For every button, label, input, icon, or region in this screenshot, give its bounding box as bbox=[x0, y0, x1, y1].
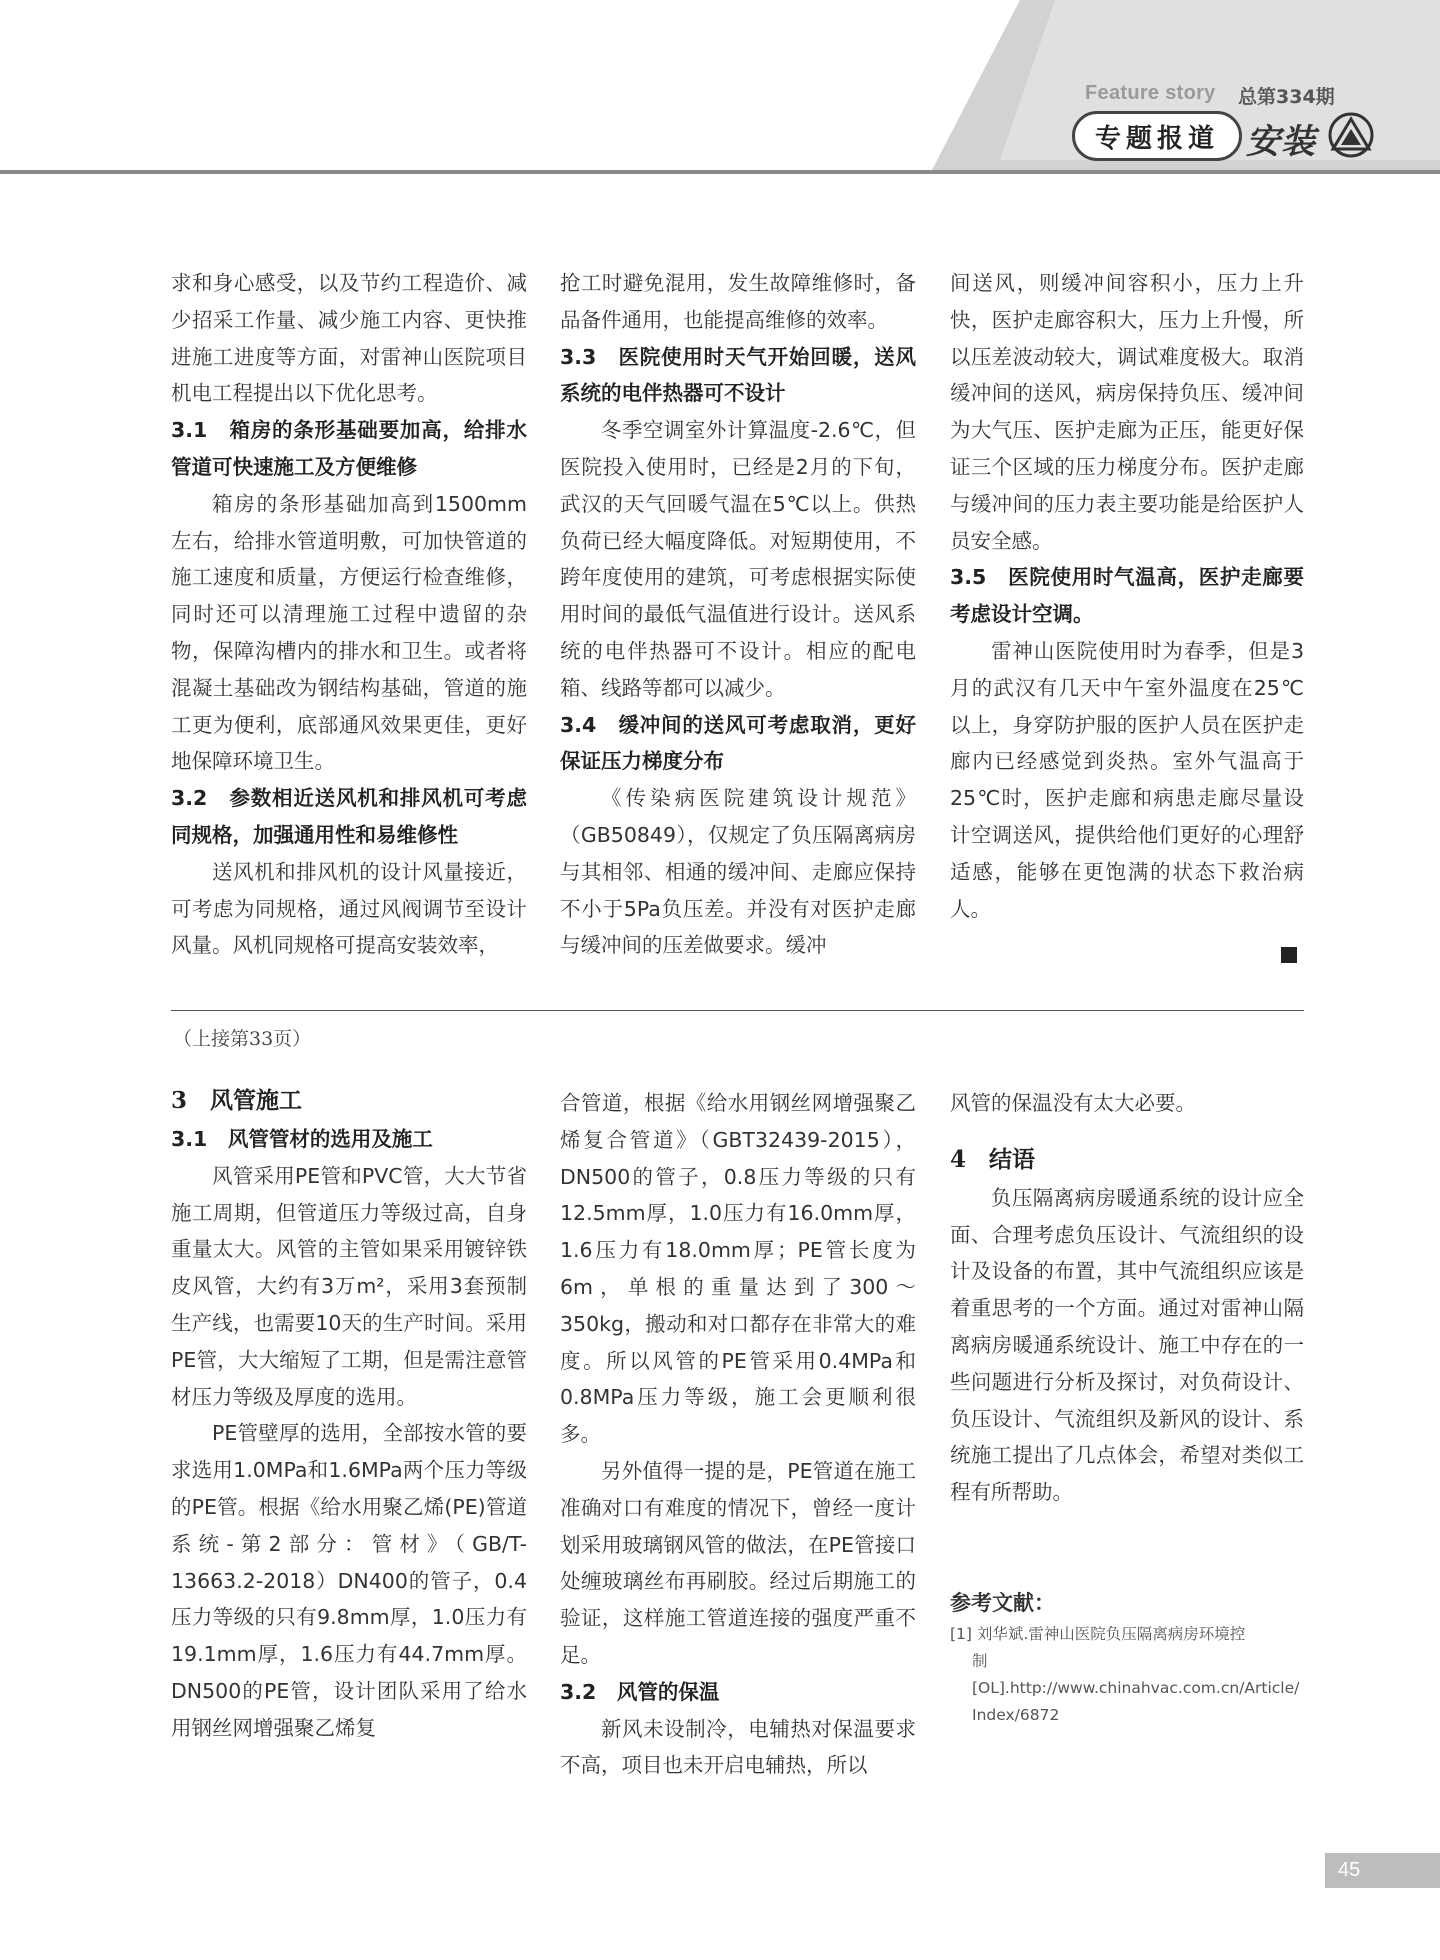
triangle-emblem-icon bbox=[1326, 112, 1376, 158]
section-heading-3-5: 3.5 医院使用时气温高，医护走廊要考虑设计空调。 bbox=[950, 565, 1304, 627]
section-heading-3-2: 3.2 参数相近送风机和排风机可考虑同规格，加强通用性和易维修性 bbox=[171, 786, 527, 847]
bottom-column-1 bbox=[171, 1077, 527, 1747]
paragraph: 风管的保温没有太大必要。 bbox=[950, 1091, 1196, 1115]
paragraph: 雷神山医院使用时为春季，但是3月的武汉有几天中午室外温度在25℃以上，身穿防护服的医护人员在医护走廊内已经感觉到炎热。室外气温高于25℃时，医护走廊和病患走廊尽量设计空调送风，提供给他们更好的心理舒适感，能够在更饱满的状态下救治病人。 bbox=[950, 638, 1304, 921]
reference-item bbox=[950, 1621, 1304, 1729]
paragraph: 箱房的条形基础加高到1500mm左右，给排水管道明敷，可加快管道的施工速度和质量，方便运行检查维修，同时还可以清理施工过程中遗留的杂物，保障沟槽内的排水和卫生。或者将混凝土基础改为钢结构基础，管道的施工更为便利，底部通风效果更佳，更好地保障环境卫生。 bbox=[171, 491, 527, 774]
references-title: 参考文献： bbox=[950, 1590, 1055, 1615]
paragraph: 风管采用PE管和PVC管，大大节省施工周期，但管道压力等级过高，自身重量太大。风管的主管如果采用镀锌铁皮风管，大约有3万m²，采用3套预制生产线，也需要10天的生产时间。采用PE管，大大缩短了工期，但是需注意管材压力等级及厚度的选用。 bbox=[171, 1163, 527, 1409]
reference-line: Index/6872 bbox=[972, 1705, 1060, 1724]
section-badge: 专题报道 bbox=[1072, 111, 1242, 161]
bottom-column-2 bbox=[560, 1085, 916, 1784]
section-heading-3-3: 3.3 医院使用时天气开始回暖，送风系统的电伴热器可不设计 bbox=[560, 344, 916, 406]
page-number: 45 bbox=[1325, 1853, 1440, 1888]
article-end-mark bbox=[1281, 947, 1297, 963]
continued-from-note: （上接第33页） bbox=[173, 1028, 312, 1050]
paragraph: 抢工时避免混用，发生故障维修时，备品备件通用，也能提高维修的效率。 bbox=[560, 271, 916, 332]
section-heading-3-1: 3.1 风管管材的选用及施工 bbox=[171, 1127, 433, 1151]
section-heading-3-4: 3.4 缓冲间的送风可考虑取消，更好保证压力梯度分布 bbox=[560, 712, 916, 774]
section-divider bbox=[171, 1010, 1304, 1011]
paragraph: 求和身心感受，以及节约工程造价、减少招采工作量、减少施工内容、更快推进施工进度等方面，对雷神山医院项目机电工程提出以下优化思考。 bbox=[171, 271, 527, 406]
paragraph: PE管壁厚的选用，全部按水管的要求选用1.0MPa和1.6MPa两个压力等级的PE管。根据《给水用聚乙烯(PE)管道系统-第2部分：管材》（GB/T-13663.2-2018）DN400的管子，0.4压力等级的只有9.8mm厚，1.0压力有19.1mm厚，1.6压力有44.7mm厚。DN500的PE管，设计团队采用了给水用钢丝网增强聚乙烯复 bbox=[171, 1421, 527, 1740]
bottom-column-3 bbox=[950, 1085, 1304, 1729]
feature-story-label: Feature story bbox=[1085, 82, 1216, 104]
reference-line: 制[OL].http://www.chinahvac.com.cn/Article/ bbox=[972, 1651, 1300, 1697]
reference-line: [1] 刘华斌.雷神山医院负压隔离病房环境控 bbox=[950, 1624, 1246, 1643]
paragraph: 新风未设制冷，电辅热对保温要求不高，项目也未开启电辅热，所以 bbox=[560, 1716, 916, 1778]
top-column-2 bbox=[560, 265, 916, 964]
paragraph: 《传染病医院建筑设计规范》（GB50849），仅规定了负压隔离病房与其相邻、相通的缓冲间、走廊应保持不小于5Pa负压差。并没有对医护走廊与缓冲间的压差做要求。缓冲 bbox=[560, 786, 916, 958]
paragraph: 送风机和排风机的设计风量接近，可考虑为同规格，通过风阀调节至设计风量。风机同规格可提高安装效率， bbox=[171, 859, 527, 958]
magazine-logo-text: 安装 bbox=[1246, 122, 1316, 162]
section-heading-3: 3 风管施工 bbox=[171, 1087, 303, 1114]
paragraph: 负压隔离病房暖通系统的设计应全面、合理考虑负压设计、气流组织的设计及设备的布置，其中气流组织应该是着重思考的一个方面。通过对雷神山隔离病房暖通系统设计、施工中存在的一些问题进行分析及探讨，对负荷设计、负压设计、气流组织及新风的设计、系统施工提出了几点体会，希望对类似工程有所帮助。 bbox=[950, 1185, 1304, 1505]
section-heading-3-1: 3.1 箱房的条形基础要加高，给排水管道可快速施工及方便维修 bbox=[171, 418, 527, 479]
paragraph: 冬季空调室外计算温度-2.6℃，但医院投入使用时，已经是2月的下旬，武汉的天气回暖气温在5℃以上。供热负荷已经大幅度降低。对短期使用，不跨年度使用的建筑，可考虑根据实际使用时间的最低气温值进行设计。送风系统的电伴热器可不设计。相应的配电箱、线路等都可以减少。 bbox=[560, 418, 916, 700]
section-heading-4: 4 结语 bbox=[950, 1145, 1036, 1173]
issue-number: 总第334期 bbox=[1238, 86, 1335, 108]
paragraph: 另外值得一提的是，PE管道在施工准确对口有难度的情况下，曾经一度计划采用玻璃钢风管的做法，在PE管接口处缠玻璃丝布再刷胶。经过后期施工的验证，这样施工管道连接的强度严重不足。 bbox=[560, 1458, 916, 1667]
top-column-1 bbox=[171, 265, 527, 964]
paragraph: 合管道，根据《给水用钢丝网增强聚乙烯复合管道》（GBT32439-2015），DN500的管子，0.8压力等级的只有12.5mm厚，1.0压力有16.0mm厚，1.6压力有18.0mm厚；PE管长度为6m，单根的重量达到了300～350kg，搬动和对口都存在非常大的难度。所以风管的PE管采用0.4MPa和0.8MPa压力等级，施工会更顺利很多。 bbox=[560, 1091, 916, 1447]
top-column-3 bbox=[950, 265, 1304, 927]
paragraph: 间送风，则缓冲间容积小，压力上升快，医护走廊容积大，压力上升慢，所以压差波动较大，调试难度极大。取消缓冲间的送风，病房保持负压、缓冲间为大气压、医护走廊为正压，能更好保证三个区域的压力梯度分布。医护走廊与缓冲间的压力表主要功能是给医护人员安全感。 bbox=[950, 271, 1304, 553]
section-heading-3-2: 3.2 风管的保温 bbox=[560, 1679, 720, 1704]
